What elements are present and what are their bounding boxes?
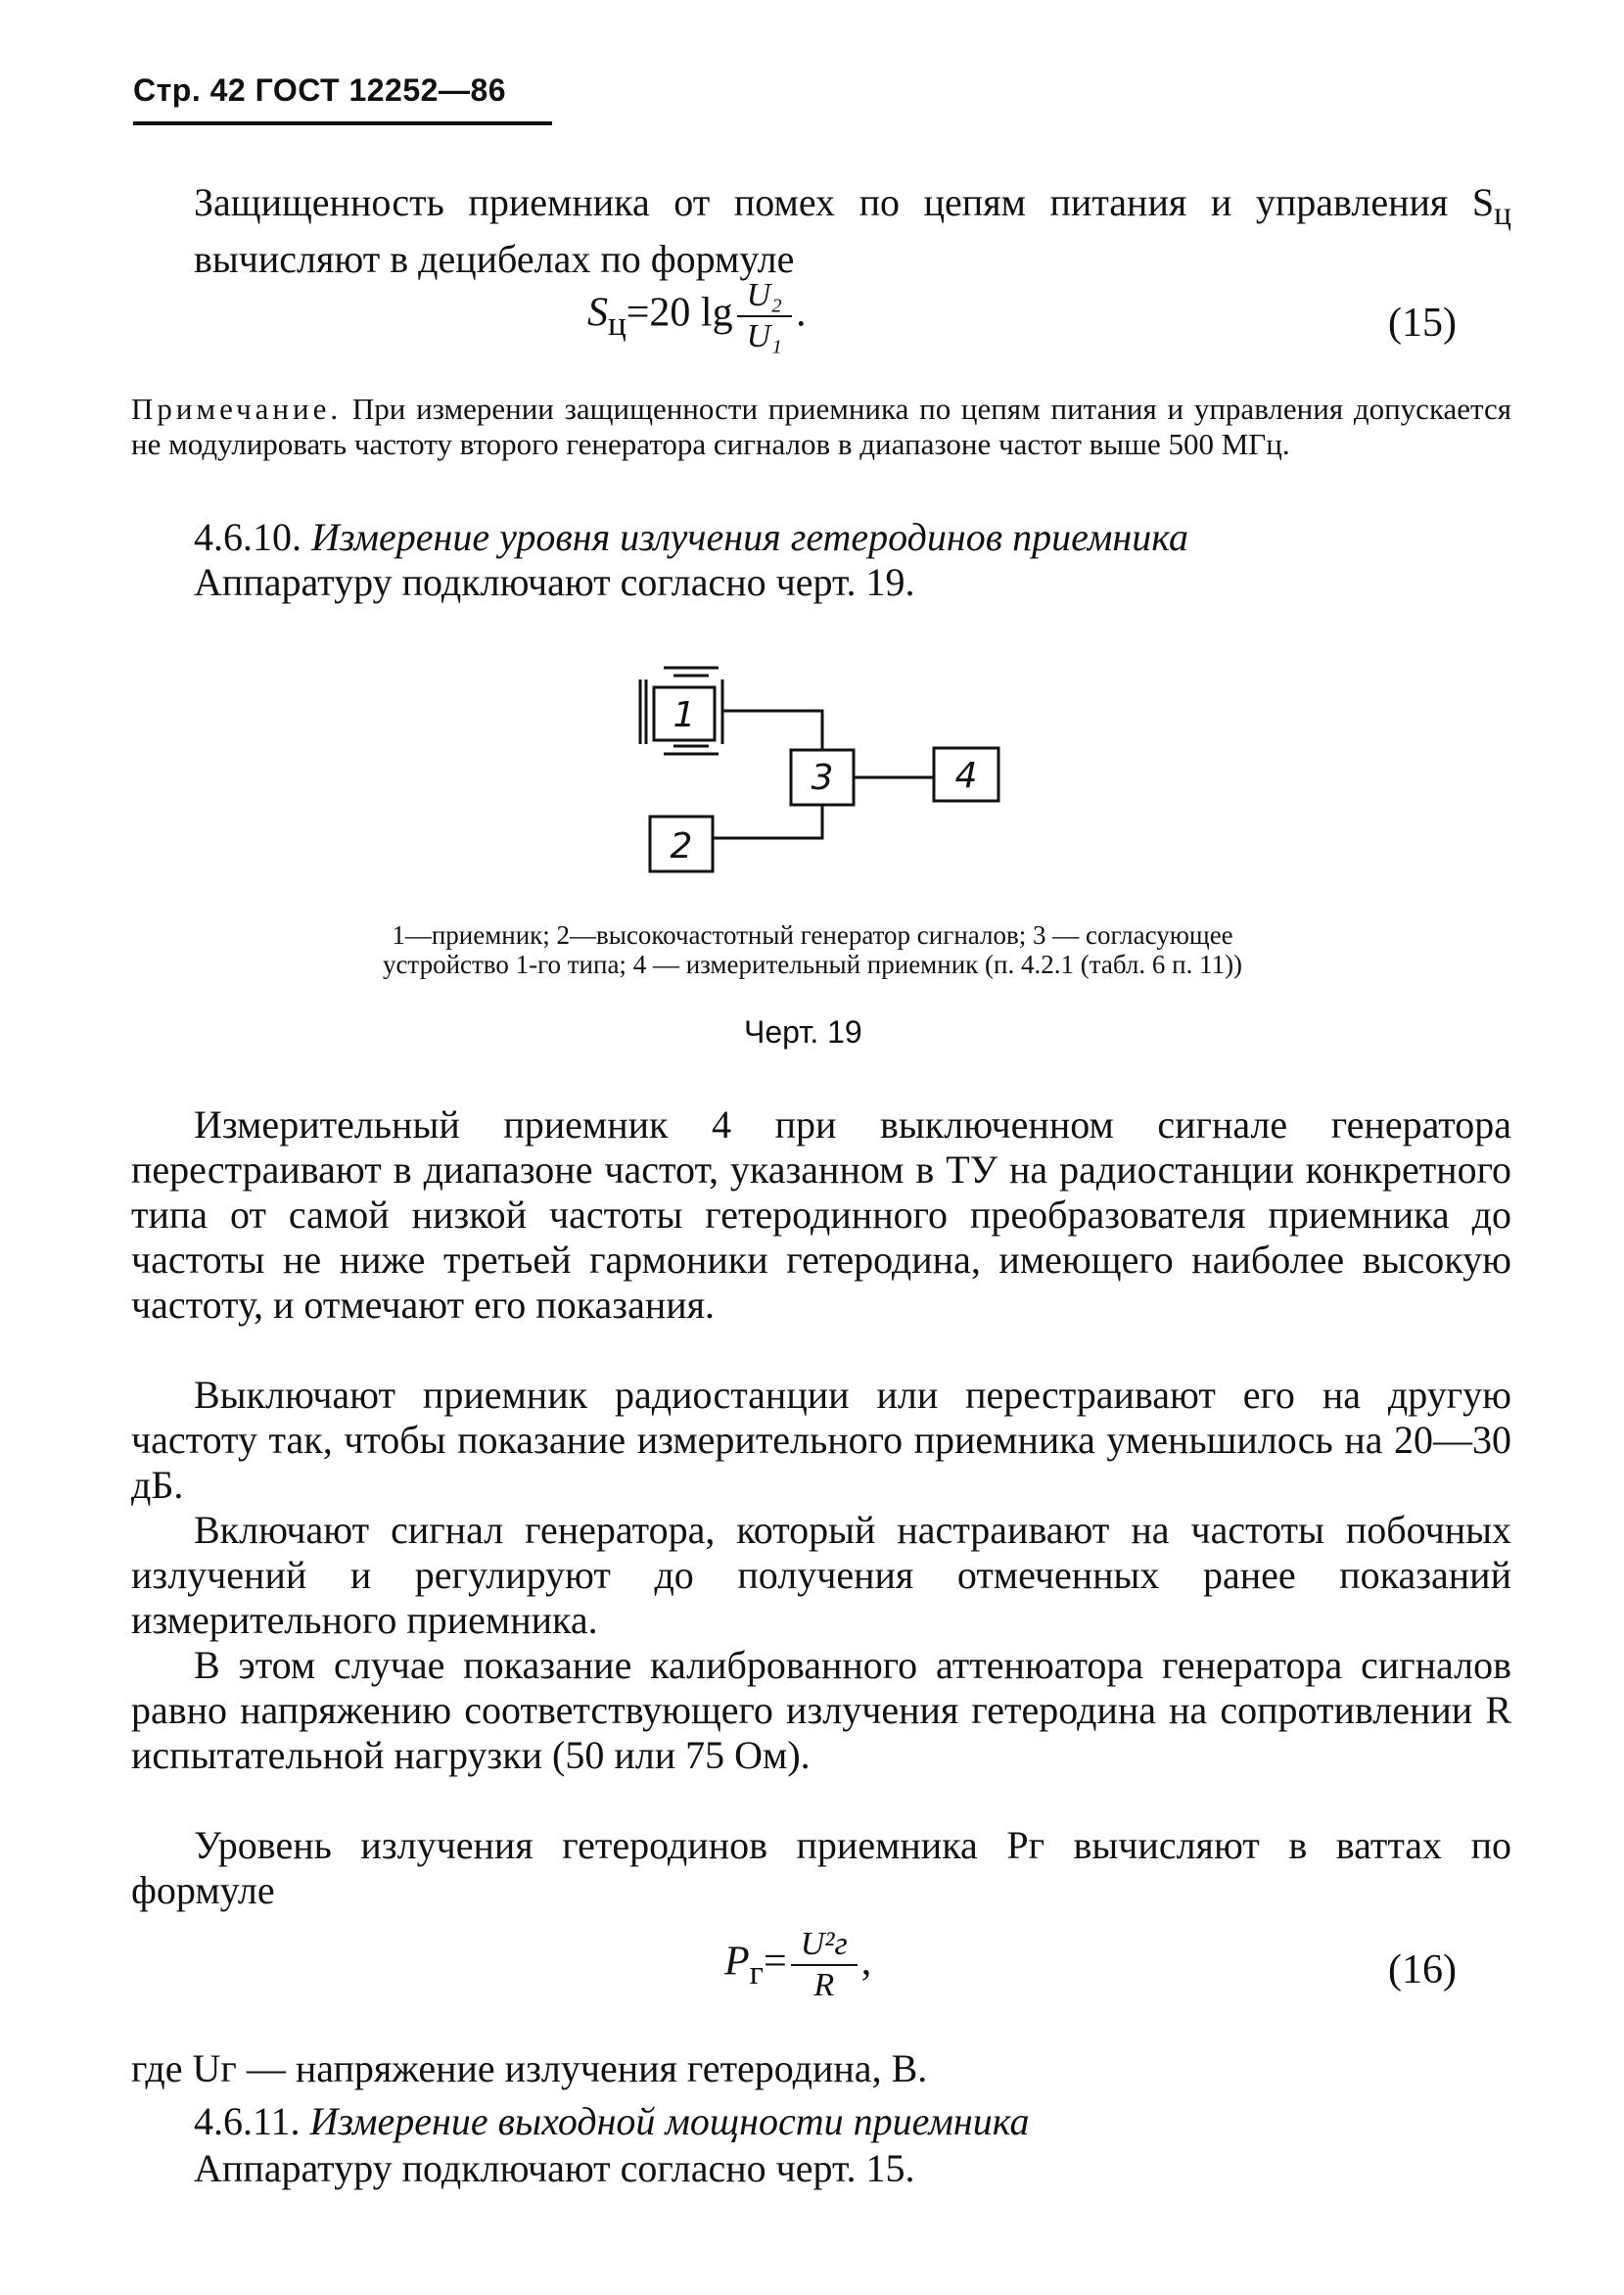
section-4-6-11-heading [194,2099,1029,2144]
paragraph-5: Уровень излучения гетеродинов приемника Pг вычисляют в ваттах по формуле [131,1823,1511,1912]
paragraph-3: Включают сигнал генератора, который настраивают на частоты побочных излучений и регулируют до получения отмеченных ранее показаний измерительного приемника. [131,1508,1511,1642]
formula-15 [587,276,806,356]
figure-label: Черт. 19 [744,1014,862,1050]
intro-subscript: ц [1494,196,1511,232]
intro-text: Защищенность приемника от помех по цепям питания и управления S [194,180,1495,224]
equation-number-15: (15) [1388,301,1457,346]
formula-16-numerator: U²г [791,1925,858,1966]
formula-16-fraction [791,1925,858,2005]
note-text: При измерении защищенности приемника по цепям питания и управления допускается не модулировать частоту второго генератора сигналов в диапазоне частот выше 500 МГц. [131,392,1511,461]
paragraph-4: В этом случае показание калиброванного аттенюатора генератора сигналов равно напряжению соответствующего излучения гетеродина на сопротивлении R испытательной нагрузки (50 или 75 Ом). [131,1643,1511,1777]
section-4-6-11-title: Измерение выходной мощности приемника [300,2099,1030,2143]
where-line: где Uг — напряжение излучения гетеродина, В. [131,2046,928,2090]
formula-16-lhs-sub: г [749,1953,765,1992]
intro-paragraph [194,180,1511,282]
box-3-label: 3 [811,758,834,798]
formula-15-lhs-sub: ц [608,304,626,344]
note-label: Примечание. [131,392,343,426]
paragraph-2: Выключают приемник радиостанции или перестраивают его на другую частоту так, чтобы показание измерительного приемника уменьшилось на 20—30 дБ. [131,1373,1511,1507]
formula-15-fraction [737,276,792,356]
paragraph-1: Измерительный приемник 4 при выключенном сигнале генератора перестраивают в диапазоне частот, указанном в ТУ на радиостанции конкретного типа от самой низкой частоты гетеродинного преобразователя приемника до частоты не ниже третьей гармоники гетеродина, имеющего наиболее высокую частоту, и отмечают его показания. [131,1102,1511,1327]
formula-15-numerator: U₂ [737,276,792,317]
line-1-to-3 [722,711,822,750]
formula-16-eq: = [764,1939,787,1985]
note-paragraph [131,392,1511,462]
section-4-6-10-title: Измерение уровня излучения гетеродинов приемника [302,515,1188,559]
formula-16-denominator: R [813,1967,835,2003]
formula-16 [724,1925,871,2005]
formula-15-eq: =20 lg [626,290,733,336]
section-4-6-11-connect: Аппаратуру подключают согласно черт. 15. [194,2146,915,2190]
box-4-label: 4 [954,756,978,796]
section-4-6-10-connect: Аппаратуру подключают согласно черт. 19. [194,560,915,604]
equation-number-16: (16) [1388,1947,1457,1992]
intro-text2: вычисляют в децибелах по формуле [194,237,795,281]
header-rule [133,121,552,125]
section-4-6-10-number: 4.6.10. [194,515,302,559]
formula-16-lhs: P [724,1939,750,1985]
section-4-6-11-number: 4.6.11. [194,2099,301,2143]
box-1-label: 1 [673,695,696,735]
block-diagram-19 [626,666,1018,901]
formula-15-tail: . [795,290,807,336]
formula-15-lhs: S [587,290,608,336]
section-4-6-10-heading [194,515,1188,560]
formula-15-denominator: U₁ [746,318,782,354]
box-2-label: 2 [670,826,693,866]
formula-16-tail: , [860,1939,872,1985]
page-header: Стр. 42 ГОСТ 12252—86 [133,72,507,108]
diagram-caption: 1—приемник; 2—высокочастотный генератор сигналов; 3 — согласующее устройство 1-го типа; 4 — измерительный приемник (п. 4.2.1 (табл. 6 п. 11)) [382,920,1243,979]
line-3-to-2 [713,805,822,838]
